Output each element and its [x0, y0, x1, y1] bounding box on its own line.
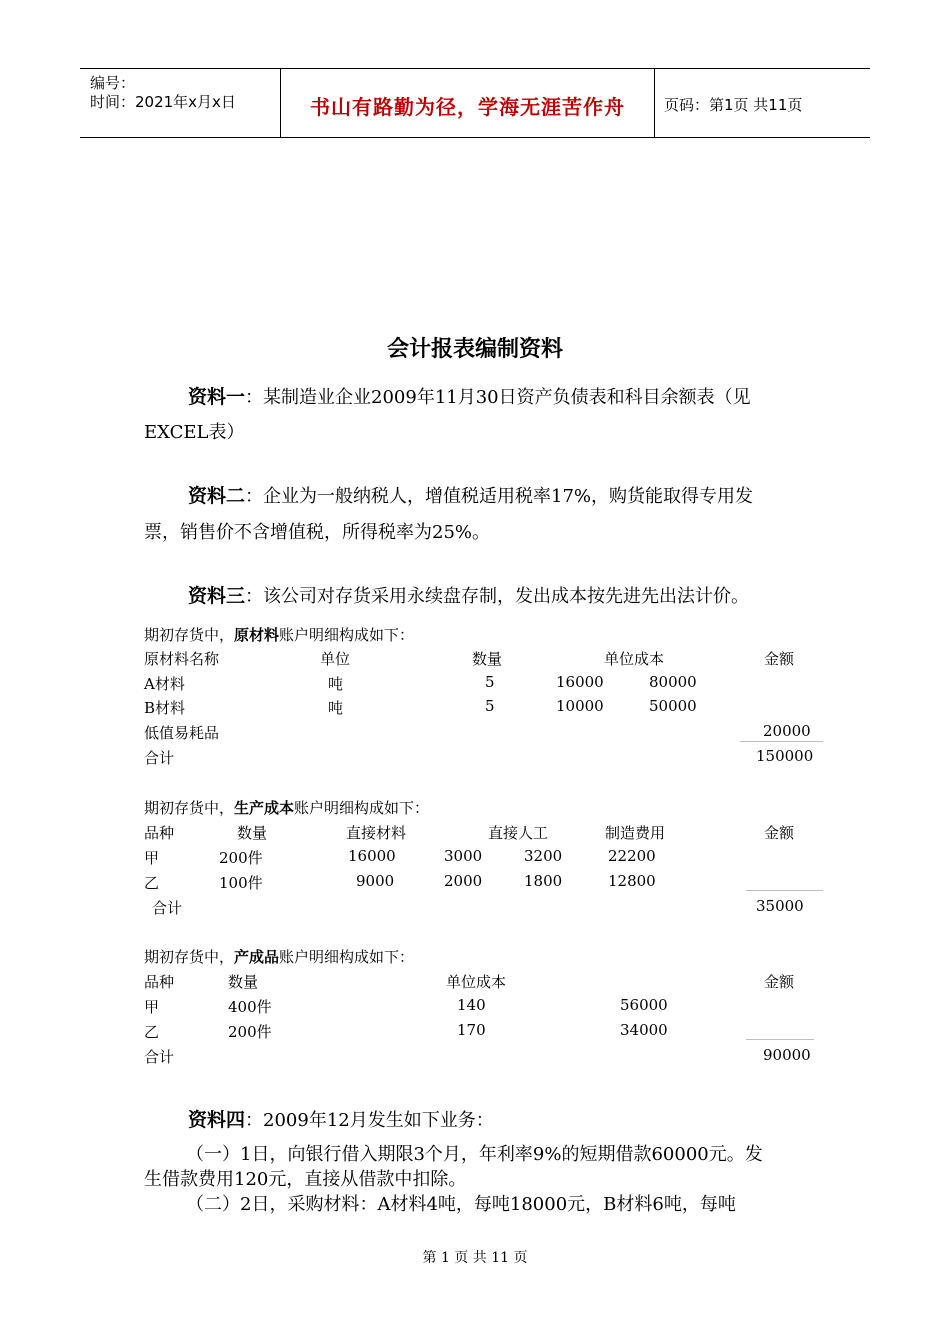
table-row-qty: 400件	[228, 998, 272, 1016]
rm-header-name: 原材料名称	[144, 650, 220, 668]
table-row-amount: 22200	[608, 847, 656, 865]
section-2-label: 资料二	[188, 485, 246, 507]
section-3-label: 资料三	[188, 585, 246, 607]
serial-label: 编号：	[90, 74, 136, 92]
divider	[746, 1039, 814, 1040]
section-2-text: ：企业为一般纳税人，增值税适用税率17%，购货能取得专用发	[245, 486, 754, 507]
time-label: 时间：2021年x月x日	[90, 93, 236, 111]
table-row-name: 甲	[144, 998, 160, 1016]
section-1-text: ：某制造业企业2009年11月30日资产负债表和科目余额表（见	[245, 387, 751, 408]
pc-header-amount: 金额	[764, 824, 795, 842]
header-motto-cell	[280, 69, 655, 137]
business-item-1-line-1: （一）1日，向银行借入期限3个月，年利率9%的短期借款60000元。发	[186, 1144, 763, 1165]
table-row-unit-cost: 140	[457, 996, 486, 1014]
motto: 书山有路勤为径，学海无涯苦作舟	[310, 95, 625, 119]
section-1-line-2: EXCEL表）	[144, 422, 245, 443]
finished-goods-intro: 期初存货中，产成品账户明细构成如下：	[144, 948, 415, 966]
table-row-amount: 50000	[649, 697, 697, 715]
table-row-qty: 5	[485, 697, 495, 715]
pc-header-material: 直接材料	[346, 824, 407, 842]
page-info: 页码：第1页 共11页	[664, 96, 803, 114]
section-4-label: 资料四	[188, 1109, 246, 1131]
raw-materials-intro: 期初存货中，原材料账户明细构成如下：	[144, 626, 415, 644]
table-row-qty: 5	[485, 673, 495, 691]
table-row-name: A材料	[144, 675, 185, 693]
section-4-line	[188, 1104, 494, 1137]
rm-header-amount: 金额	[764, 650, 795, 668]
fg-header-qty: 数量	[228, 973, 259, 991]
fg-header-unit-cost: 单位成本	[446, 973, 507, 991]
table-row-unit: 吨	[328, 675, 344, 693]
table-row-name: 乙	[144, 874, 160, 892]
production-cost-intro: 期初存货中，生产成本账户明细构成如下：	[144, 799, 430, 817]
table-row-unit-cost: 16000	[556, 673, 604, 691]
table-row-amount: 56000	[620, 996, 668, 1014]
table-row-name: B材料	[144, 699, 186, 717]
divider	[746, 890, 823, 891]
pc-header-labor: 直接人工	[488, 824, 549, 842]
section-1-line-1	[188, 381, 751, 414]
table-row-overhead: 3200	[524, 847, 563, 865]
table-row-labor: 2000	[444, 872, 483, 890]
page-header	[80, 68, 870, 138]
rm-header-unit: 单位	[320, 650, 351, 668]
rm-total-amount: 150000	[756, 747, 814, 765]
table-row-material: 16000	[348, 847, 396, 865]
rm-total-name: 合计	[144, 749, 175, 767]
header-page-cell	[654, 69, 870, 137]
rm-header-unit-cost: 单位成本	[604, 650, 665, 668]
header-meta-cell	[80, 69, 280, 137]
table-row-name: 乙	[144, 1023, 160, 1041]
pc-total-amount: 35000	[756, 897, 804, 915]
fg-total-amount: 90000	[763, 1046, 811, 1064]
rm-low-value-amount: 20000	[763, 722, 811, 740]
fg-header-name: 品种	[144, 973, 175, 991]
rm-header-qty: 数量	[472, 650, 503, 668]
divider	[740, 741, 823, 742]
fg-total-name: 合计	[144, 1048, 175, 1066]
section-3-text: ：该公司对存货采用永续盘存制，发出成本按先进先出法计价。	[245, 586, 750, 607]
table-row-labor: 3000	[444, 847, 483, 865]
pc-header-overhead: 制造费用	[605, 824, 666, 842]
table-row-unit-cost: 170	[457, 1021, 486, 1039]
section-2-line-2: 票，销售价不含增值税，所得税率为25%。	[144, 522, 491, 543]
table-row-amount: 80000	[649, 673, 697, 691]
table-row-unit: 吨	[328, 699, 344, 717]
table-row-amount: 34000	[620, 1021, 668, 1039]
table-row-unit-cost: 10000	[556, 697, 604, 715]
section-3-line	[188, 580, 749, 613]
table-row-name: 甲	[144, 849, 160, 867]
table-row-overhead: 1800	[524, 872, 563, 890]
business-item-2-line-1: （二）2日，采购材料：A材料4吨，每吨18000元，B材料6吨，每吨	[186, 1194, 736, 1215]
table-row-qty: 100件	[219, 874, 263, 892]
fg-header-amount: 金额	[764, 973, 795, 991]
pc-header-qty: 数量	[237, 824, 268, 842]
table-row-amount: 12800	[608, 872, 656, 890]
rm-low-value-name: 低值易耗品	[144, 724, 220, 742]
page-footer: 第 1 页 共 11 页	[422, 1250, 528, 1266]
table-row-qty: 200件	[219, 849, 263, 867]
pc-total-name: 合计	[152, 899, 183, 917]
table-row-qty: 200件	[228, 1023, 272, 1041]
section-2-line-1	[188, 480, 753, 513]
section-1-label: 资料一	[188, 386, 246, 408]
section-4-text: ：2009年12月发生如下业务：	[245, 1110, 494, 1131]
document-title: 会计报表编制资料	[386, 337, 563, 362]
pc-header-name: 品种	[144, 824, 175, 842]
table-row-material: 9000	[356, 872, 395, 890]
business-item-1-line-2: 生借款费用120元，直接从借款中扣除。	[144, 1169, 467, 1190]
